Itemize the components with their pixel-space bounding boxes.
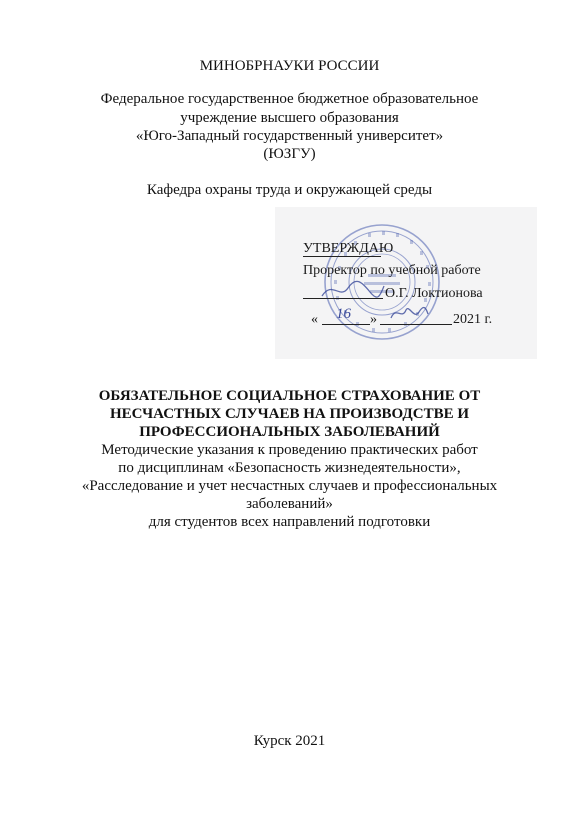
document-title-line-1: ОБЯЗАТЕЛЬНОЕ СОЦИАЛЬНОЕ СТРАХОВАНИЕ ОТ <box>98 388 481 404</box>
city-year: Курск 2021 <box>253 733 326 749</box>
subtitle-line-2: по дисциплинам «Безопасность жизнедеятельности», <box>118 460 461 476</box>
signature-mark <box>318 278 388 302</box>
subtitle-line-5: для студентов всех направлений подготовки <box>148 514 431 530</box>
date-open-quote: « <box>311 312 318 327</box>
approver-name: О.Г. Локтионова <box>385 286 483 301</box>
date-year: 2021 г. <box>453 312 493 327</box>
date-day-line <box>322 324 370 325</box>
institution-abbreviation: (ЮЗГУ) <box>263 146 316 162</box>
date-month-line <box>380 324 452 325</box>
institution-line-3: «Юго-Западный государственный университет» <box>135 128 444 144</box>
institution-line-1: Федеральное государственное бюджетное образовательное <box>100 91 479 107</box>
approver-position: Проректор по учебной работе <box>303 263 481 278</box>
date-close-quote: » <box>370 312 377 327</box>
approval-title: УТВЕРЖДАЮ <box>303 241 394 256</box>
subtitle-line-3: «Расследование и учет несчастных случаев и профессиональных <box>81 478 498 494</box>
subtitle-line-4: заболеваний» <box>246 496 333 512</box>
subtitle-line-1: Методические указания к проведению практических работ <box>101 442 478 458</box>
institution-line-2: учреждение высшего образования <box>180 110 399 126</box>
date-day-handwritten: 16 <box>336 306 351 322</box>
approval-title-underline <box>303 256 381 257</box>
date-month-handwritten <box>388 302 430 324</box>
document-title-line-3: ПРОФЕССИОНАЛЬНЫХ ЗАБОЛЕВАНИЙ <box>139 424 440 440</box>
document-title-line-2: НЕСЧАСТНЫХ СЛУЧАЕВ НА ПРОИЗВОДСТВЕ И <box>109 406 470 422</box>
department-name: Кафедра охраны труда и окружающей среды <box>146 182 433 198</box>
ministry-name: МИНОБРНАУКИ РОССИИ <box>199 58 380 74</box>
